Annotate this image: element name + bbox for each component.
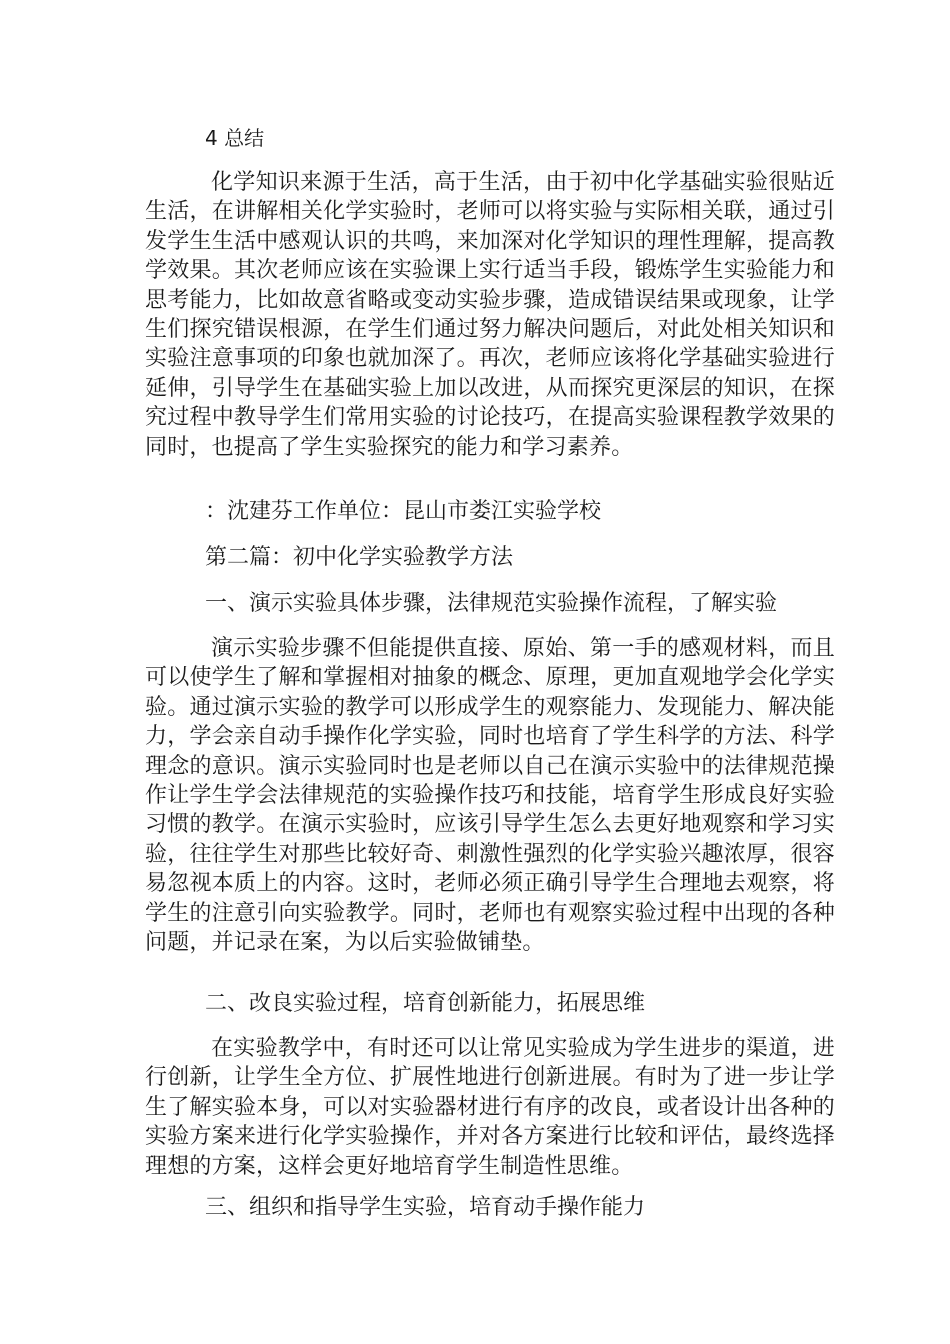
paragraph-summary: 化学知识来源于生活，高于生活，由于初中化学基础实验很贴近生活，在讲解相关化学实验时，老师可以将实验与实际相关联，通过引发学生生活中感观认识的共鸣，来加深对化学知识的理性理解，提高教学效果。其次老师应该在实验课上实行适当手段，锻炼学生实验能力和思考能力，比如故意省略或变动实验步骤，造成错误结果或现象，让学生们探究错误根源，在学生们通过努力解决问题后，对此处相关知识和实验注意事项的印象也就加深了。再次，老师应该将化学基础实验进行延伸，引导学生在基础实验上加以改进，从而探究更深层的知识，在探究过程中教导学生们常用实验的讨论技巧，在提高实验课程教学效果的同时，也提高了学生实验探究的能力和学习素养。 xyxy=(145,170,835,460)
paragraph-innovation: 在实验教学中，有时还可以让常见实验成为学生进步的渠道，进行创新，让学生全方位、扩展性地进行创新进展。有时为了进一步让学生了解实验本身，可以对实验器材进行有序的改良，或者设计出各种的实验方案来进行化学实验操作，并对各方案进行比较和评估，最终选择理想的方案，这样会更好地培育学生制造性思维。 xyxy=(145,1036,835,1179)
author-line: ：沈建芬工作单位：昆山市娄江实验学校 xyxy=(205,499,602,524)
paragraph-demonstration: 演示实验步骤不但能提供直接、原始、第一手的感观材料，而且可以使学生了解和掌握相对抽象的概念、原理，更加直观地学会化学实验。通过演示实验的教学可以形成学生的观察能力、发现能力、解决能力，学会亲自动手操作化学实验，同时也培育了学生科学的方法、科学理念的意识。演示实验同时也是老师以自己在演示实验中的法律规范操作让学生学会法律规范的实验操作技巧和技能，培育学生形成良好实验习惯的教学。在演示实验时，应该引导学生怎么去更好地观察和学习实验，往往学生对那些比较好奇、刺激性强烈的化学实验兴趣浓厚，很容易忽视本质上的内容。这时，老师必须正确引导学生合理地去观察，将学生的注意引向实验教学。同时，老师也有观察实验过程中出现的各种问题，并记录在案，为以后实验做铺垫。 xyxy=(145,636,835,956)
section-heading-1: 一、演示实验具体步骤，法律规范实验操作流程，了解实验 xyxy=(205,591,778,616)
section-heading: 4 总结 xyxy=(205,126,265,150)
chapter-title: 第二篇：初中化学实验教学方法 xyxy=(205,545,514,570)
section-heading-3: 三、组织和指导学生实验，培育动手操作能力 xyxy=(205,1195,646,1220)
section-heading-2: 二、改良实验过程，培育创新能力，拓展思维 xyxy=(205,991,646,1016)
